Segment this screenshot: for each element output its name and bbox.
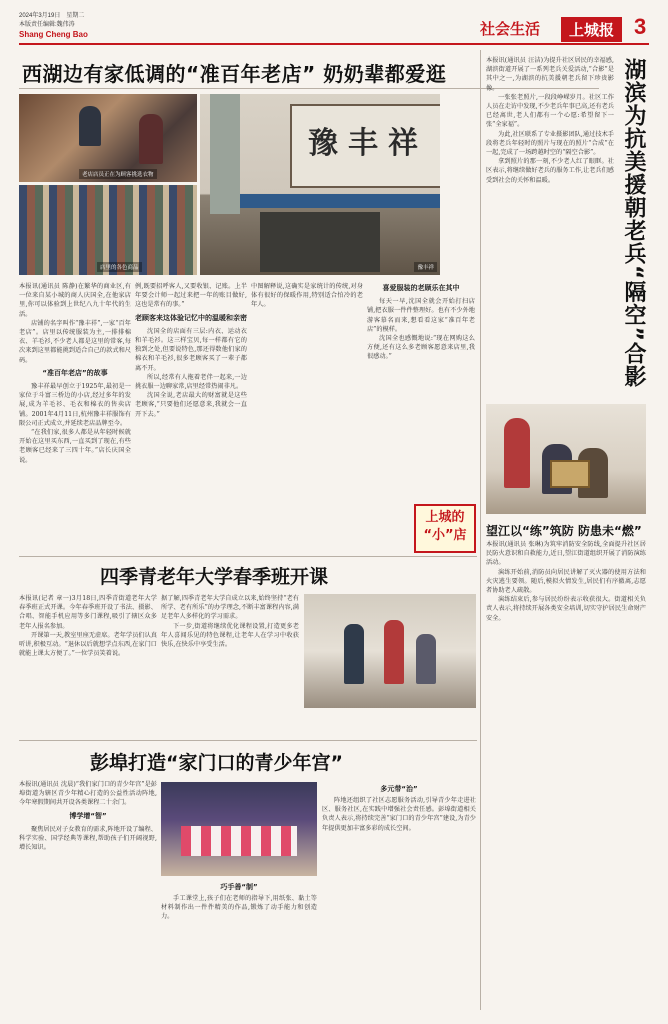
article5-para: 手工课堂上,孩子们在老师的指导下,用纸张、黏土等材料制作出一件件精美的作品,锻炼了动手能力和创造力。 [161, 895, 317, 921]
section-title: 社会生活 [480, 20, 541, 38]
article2-para: 拿到照片的那一刻,不少老人红了眼眶。社区表示,将继续做好老兵的服务工作,让老兵们感受到社会的关怀和温暖。 [486, 158, 614, 184]
article1-para: 沈国全也感慨地说:“现在网购这么方便,还有这么多老顾客愿意来店里,我很感动。” [367, 335, 475, 361]
article3-body [486, 540, 646, 1010]
classroom-photo [304, 594, 476, 708]
article1-para: 例,既要招呼客人,又要收银、记账。上半年要会计师一起过来把一年的账目做好,这也是常有的事。” [135, 283, 247, 309]
article2-body [486, 56, 614, 396]
article5-para: 阵地还组织了社区志愿服务活动,引导青少年走进社区、服务社区,在实践中增强社会责任感。彭埠街道相关负责人表示,将持续完善“家门口的青少年宫”建设,为青少年提供更加丰富多彩的成长空间。 [322, 797, 476, 832]
article4-col2 [161, 594, 299, 734]
header-rule [19, 43, 649, 45]
article4-para: 本报讯(记者 章一)3月18日,四季青街道老年大学春季班正式开课。今年春季班开设了书法、摄影、合唱、智能手机应用等多门课程,吸引了辖区众多老年人报名参加。 [19, 595, 157, 630]
article3-para: 演练开始前,消防员向居民讲解了灭火器的使用方法和火灾逃生要领。随后,模拟火情发生,居民们有序撤离,志愿者协助老人疏散。 [486, 568, 646, 595]
article5-para: 聚焦居民对子女教育的需求,阵地开设了编程、科学实验、国学经典等课程,帮助孩子们开阔视野,增长知识。 [19, 825, 157, 852]
article5-subhead: 博学增“智” [69, 811, 107, 820]
page-number: 3 [634, 14, 647, 39]
goods-photo [19, 185, 197, 275]
masthead: 上城报 [561, 17, 622, 42]
article1-col3 [251, 282, 363, 550]
article1-col1 [19, 282, 131, 550]
tag-line1: 上城的 [425, 510, 465, 525]
article4-para: 开课第一天,教室里座无虚席。老年学员们认真听讲,积极互动。“退休以后就想学点东西,在家门口就能上课太方便了。”一位学员笑着说。 [19, 631, 157, 658]
article1-para: 店铺的名字叫作“豫丰祥”,一家“百年老店”。店里以传统服装为主,一排排棉衣、羊毛衫,不少老人都是这里的常客,每次来到这里都能挑到适合自己的款式和尺码。 [19, 319, 131, 364]
editor-line: 本版责任编辑:魏伟涛 [19, 22, 75, 28]
storefront-photo [200, 94, 440, 275]
article5-subhead: 巧手善“制” [220, 883, 258, 891]
photo2-caption: 店里的各色商品 [97, 262, 142, 272]
article4-rule-top [19, 556, 477, 557]
article1-title: 西湖边有家低调的“准百年老店” 奶奶辈都爱逛 [22, 62, 447, 86]
article1-para: 所以,经常有人拖着老伴一起来,一边挑衣服一边聊家常,店里经常热闹非凡。 [135, 373, 247, 391]
article1-para: “在我们家,很多人都是从年轻时候就开始在这里买东西,一直买到了现在,有些老顾客已经来了三四十年。”店长庆国全说。 [19, 429, 131, 464]
article2-title: 湖滨为抗美援朝老兵“隔空”合影 [621, 58, 646, 388]
article2-para: 为此,社区联系了专业摄影团队,通过技术手段将老兵年轻时的照片与现在的照片“合成”在一起,完成了一场跨越时空的“隔空合影”。 [486, 130, 614, 157]
article1-para: 每天一早,沈国全就会开始打扫店铺,把衣服一件件整理好。也有不少外地游客慕名而来,想看看这家“准百年老店”的模样。 [367, 298, 475, 333]
veterans-photo [486, 404, 646, 514]
brand-english: Shang Cheng Bao [19, 30, 88, 39]
article1-para: 沈国全的店面有三层:内衣、运动衣和羊毛衫。这三样宝贝,每一样都有它的独到之处,但要说特色,那还得数他们家的棉衣和羊毛衫,很多老顾客买了一辈子都离不开。 [135, 327, 247, 372]
article2-para: 一张张老照片,一段段峥嵘岁月。社区工作人员在走访中发现,不少老兵年事已高,还有老兵已经离世,老人们都有一个心愿:希望留下一张“全家福”。 [486, 93, 614, 129]
article5-rule-top [19, 740, 477, 741]
tag-line2: “小”店 [423, 528, 467, 543]
article2-para: 本报讯(通讯员 汪洁)为提升社区居民的幸福感,湖滨街道开展了一系列老兵关爱活动,“合影”是其中之一,为湖滨的抗美援朝老兵留下珍贵影像。 [486, 57, 614, 92]
article3-para: 演练结束后,参与居民纷纷表示收获很大。街道相关负责人表示,将持续开展各类安全培训,切实守护居民生命财产安全。 [486, 596, 646, 622]
article1-para: 中图解释说,这确实是家统计的传统,对身体有很好的保暖作用,特别适合怕冷的老年人。 [251, 283, 363, 309]
article5-title: 彭埠打造“家门口的青少年宫” [90, 752, 343, 774]
shop-interior-photo [19, 94, 197, 182]
photo1-caption: 老店店员正在为顾客挑选衣物 [79, 169, 157, 179]
article4-col1 [19, 594, 157, 734]
article5-col1 [19, 780, 157, 1012]
article1-subhead: 喜爱服装的老顾乐在其中 [382, 284, 460, 292]
article4-para: 据了解,四季青老年大学自成立以来,始终坚持“老有所学、老有所乐”的办学理念,不断丰富课程内容,满足老年人多样化的学习需求。 [161, 595, 299, 621]
article1-para: 本报讯(通讯员 陈静)在繁华的商业区,有一位来自某小城的商人庆国全,在他家店里,你可以体验到上世纪八九十年代的生活。 [19, 283, 131, 318]
article3-para: 本报讯(通讯员 张琳)为筑牢消防安全防线,全面提升社区居民防火意识和自救能力,近日,望江街道组织开展了消防演练活动。 [486, 541, 646, 567]
performance-photo [161, 782, 317, 876]
article5-col2 [161, 894, 317, 1012]
article1-subhead: 老顾客来这体验记忆中的温暖和亲密 [135, 313, 247, 322]
article4-para: 下一步,街道将继续优化课程设置,打造更多老年人喜闻乐见的特色课程,让老年人在学习中收获快乐,在快乐中享受生活。 [161, 622, 299, 649]
article3-title: 望江以“练”筑防 防患未“燃” [486, 524, 642, 538]
article1-para: 豫丰祥最早创立于1925年,最初是一家位于斗富三桥边的小店,经过多年的发展,成为羊毛衫、毛衣和棉衣的售卖店铺。2001年4月11日,杭州豫丰祥服饰有限公司正式成立,并延续老店品牌至今。 [19, 383, 131, 427]
article5-subhead: 多元带“治” [380, 785, 418, 793]
article5-col3 [322, 796, 476, 1012]
column-divider [480, 50, 481, 1010]
shop-sign: 豫丰祥 [308, 126, 428, 161]
article4-title: 四季青老年大学春季班开课 [100, 566, 329, 588]
article1-col2 [135, 282, 247, 550]
article1-subhead: “准百年老店”的故事 [42, 368, 108, 377]
article5-para: 本报讯(通讯员 沈晨)“我们家门口的青少年宫”是彭埠街道为辖区青少年精心打造的公益性活动阵地,今年寒假期间共开设各类课程二十余门。 [19, 781, 157, 807]
photo3-caption: 豫丰祥 [414, 262, 437, 272]
issue-date: 2024年3月19日 星期二 [19, 13, 85, 19]
small-shop-tag [414, 504, 476, 553]
article1-para: 沈国全说,老店最大的财富就是这些老顾客,“只要他们还愿意来,我就会一直开下去。” [135, 392, 247, 418]
